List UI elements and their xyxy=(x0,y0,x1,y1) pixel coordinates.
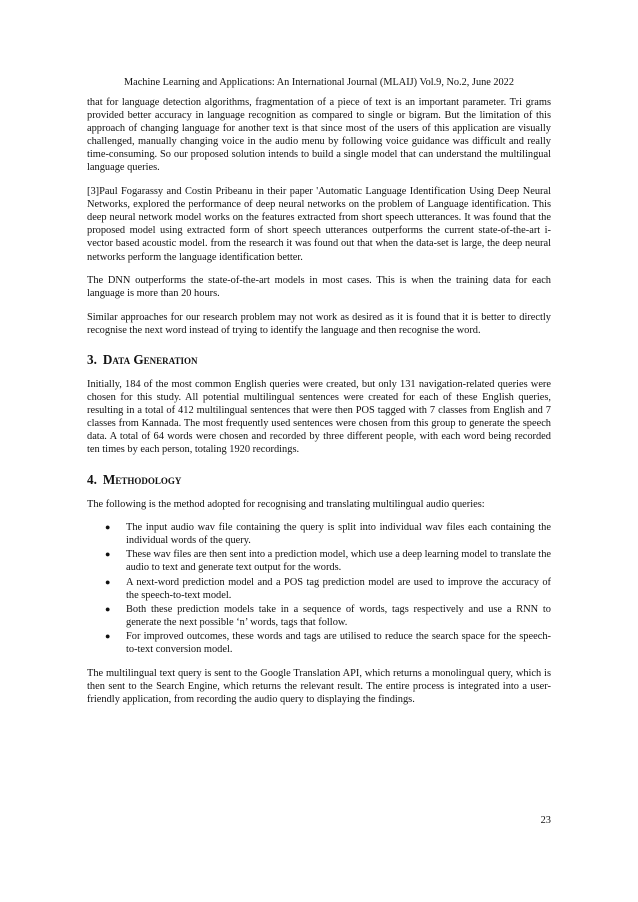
paragraph: Initially, 184 of the most common English queries were created, but only 131 navigation-related queries were chosen for this study. All potential multilingual sentences were created for each of these English queries, resulting in a total of 412 multilingual sentences that were then POS tagged with 7 classes from English and 7 classes from Kannada. The most frequently used sentences were chosen from this group to generate the speech data. A total of 64 words were chosen and recorded by three different people, with each word being recorded ten times by each person, totaling 1920 recordings. xyxy=(87,379,551,456)
section-number: 4. xyxy=(87,471,97,487)
section-heading-4 xyxy=(87,472,551,488)
section-title: Data Generation xyxy=(102,352,198,367)
list-item: ● For improved outcomes, these words and tags are utilised to reduce the search space for the speech-to-text conversion model. xyxy=(105,630,551,655)
page-body xyxy=(87,96,551,717)
page-number: 23 xyxy=(540,815,551,826)
paragraph: that for language detection algorithms, fragmentation of a piece of text is an important parameter. Tri grams provided better accuracy in language recognition as compared to single or bigram. But the limitation of this approach of changing language for another text is that since most of the users of this application are visually challenged, manually changing voice in the audio menu by following voice guidance was difficult and really time-consuming. So our proposed solution intends to build a single model that can understand the multilingual language queries. xyxy=(87,97,551,174)
list-item: ● These wav files are then sent into a prediction model, which use a deep learning model to translate the audio to text and generate text output for the words. xyxy=(105,549,552,574)
section-number: 3. xyxy=(87,352,97,367)
list-item: ● The input audio wav file containing the query is split into individual wav files each containing the individual words of the query. xyxy=(105,522,551,547)
running-header: Machine Learning and Applications: An International Journal (MLAIJ) Vol.9, No.2, June 2022 xyxy=(124,77,514,88)
bullet-icon: ● xyxy=(105,522,111,533)
section-heading-3 xyxy=(87,352,551,368)
paragraph: [3]Paul Fogarassy and Costin Pribeanu in their paper 'Automatic Language Identification Using Deep Neural Networks, explored the performance of deep neural networks on the problem of Language identification. This deep neural network model works on the features extracted from short speech utterances. It was found that the proposed model using extracted form of short speech utterances outperforms the current state-of-the-art i-vector based acoustic model. from the research it was found out that when the data-set is large, the deep neural networks perform the language identification better. xyxy=(87,186,551,263)
bullet-icon: ● xyxy=(105,603,111,614)
bullet-icon: ● xyxy=(105,576,111,587)
bullet-icon: ● xyxy=(105,630,111,641)
paragraph: Similar approaches for our research problem may not work as desired as it is found that it is better to directly recognise the next word instead of trying to identify the language and then recognise the word. xyxy=(87,311,551,336)
paragraph: The following is the method adopted for recognising and translating multilingual audio queries: xyxy=(87,498,485,510)
method-list xyxy=(87,521,551,656)
paragraph: The DNN outperforms the state-of-the-art models in most cases. This is when the training data for each language is more than 20 hours. xyxy=(87,275,551,300)
bullet-icon: ● xyxy=(105,549,111,560)
list-item: ● Both these prediction models take in a sequence of words, tags respectively and use a RNN to generate the next possible ‘n’ words, tags that follow. xyxy=(105,603,551,628)
paragraph: The multilingual text query is sent to the Google Translation API, which returns a monolingual query, which is then sent to the Search Engine, which returns the relevant result. The entire process is integrated into a user-friendly application, from recording the audio query to displaying the findings. xyxy=(87,668,551,706)
section-title: Methodology xyxy=(102,471,182,487)
list-item: ● A next-word prediction model and a POS tag prediction model are used to improve the accuracy of the speech-to-text model. xyxy=(105,576,551,601)
